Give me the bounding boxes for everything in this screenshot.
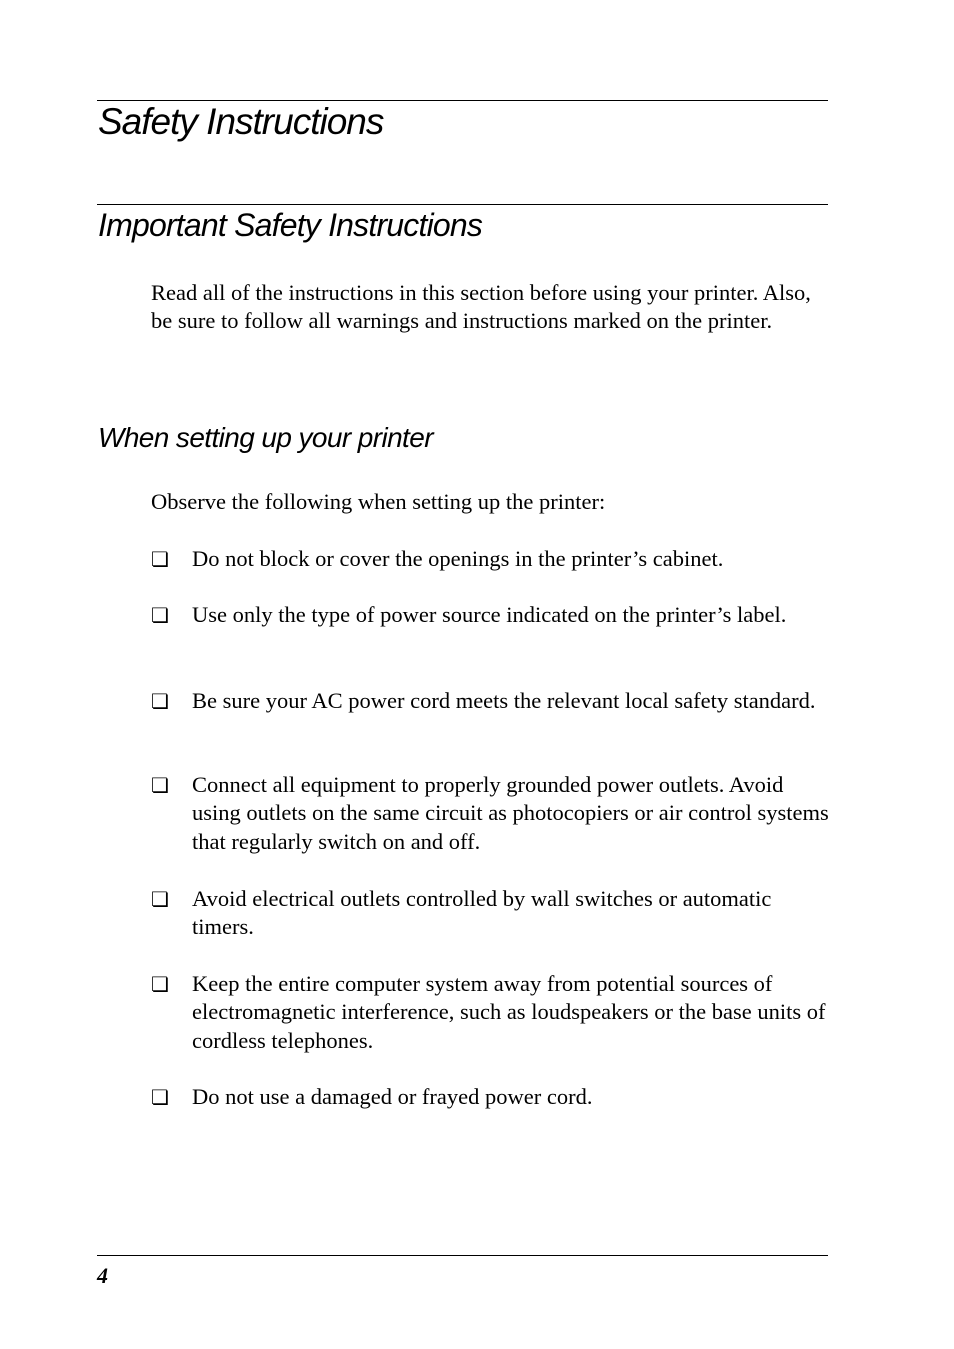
- checkbox-icon: ❏: [151, 773, 169, 797]
- list-item-text: Use only the type of power source indicated on the printer’s label.: [192, 602, 787, 627]
- list-item: [151, 687, 831, 715]
- page-number: 4: [97, 1263, 108, 1288]
- section-intro: Read all of the instructions in this section before using your printer. Also, be sure to follow all warnings and instructions marked on the printer.: [151, 280, 811, 334]
- list-item: [151, 601, 831, 629]
- checkbox-icon: ❏: [151, 689, 169, 713]
- subsection-intro: Observe the following when setting up the printer:: [151, 489, 606, 514]
- list-item-text: Avoid electrical outlets controlled by wall switches or automatic timers.: [192, 886, 772, 940]
- checkbox-icon: ❏: [151, 547, 169, 571]
- subsection-title: When setting up your printer: [98, 422, 433, 453]
- list-item: [151, 545, 831, 573]
- list-item: [151, 771, 831, 856]
- list-item-text: Do not block or cover the openings in the printer’s cabinet.: [192, 546, 724, 571]
- list-item: [151, 970, 831, 1055]
- checkbox-icon: ❏: [151, 1085, 169, 1109]
- page-title: Safety Instructions: [98, 101, 384, 142]
- list-item: [151, 1083, 831, 1111]
- list-item-text: Connect all equipment to properly grounded power outlets. Avoid using outlets on the same circuit as photocopiers or air control systems that regularly switch on and off.: [192, 772, 829, 854]
- list-item-text: Keep the entire computer system away from potential sources of electromagnetic interference, such as loudspeakers or the base units of cordless telephones.: [192, 971, 826, 1053]
- list-item: [151, 885, 831, 942]
- footer-rule: [97, 1255, 828, 1256]
- checkbox-icon: ❏: [151, 603, 169, 627]
- list-item-text: Be sure your AC power cord meets the relevant local safety standard.: [192, 688, 816, 713]
- checkbox-icon: ❏: [151, 887, 169, 911]
- checkbox-icon: ❏: [151, 972, 169, 996]
- section-title: Important Safety Instructions: [98, 207, 483, 243]
- list-item-text: Do not use a damaged or frayed power cord.: [192, 1084, 593, 1109]
